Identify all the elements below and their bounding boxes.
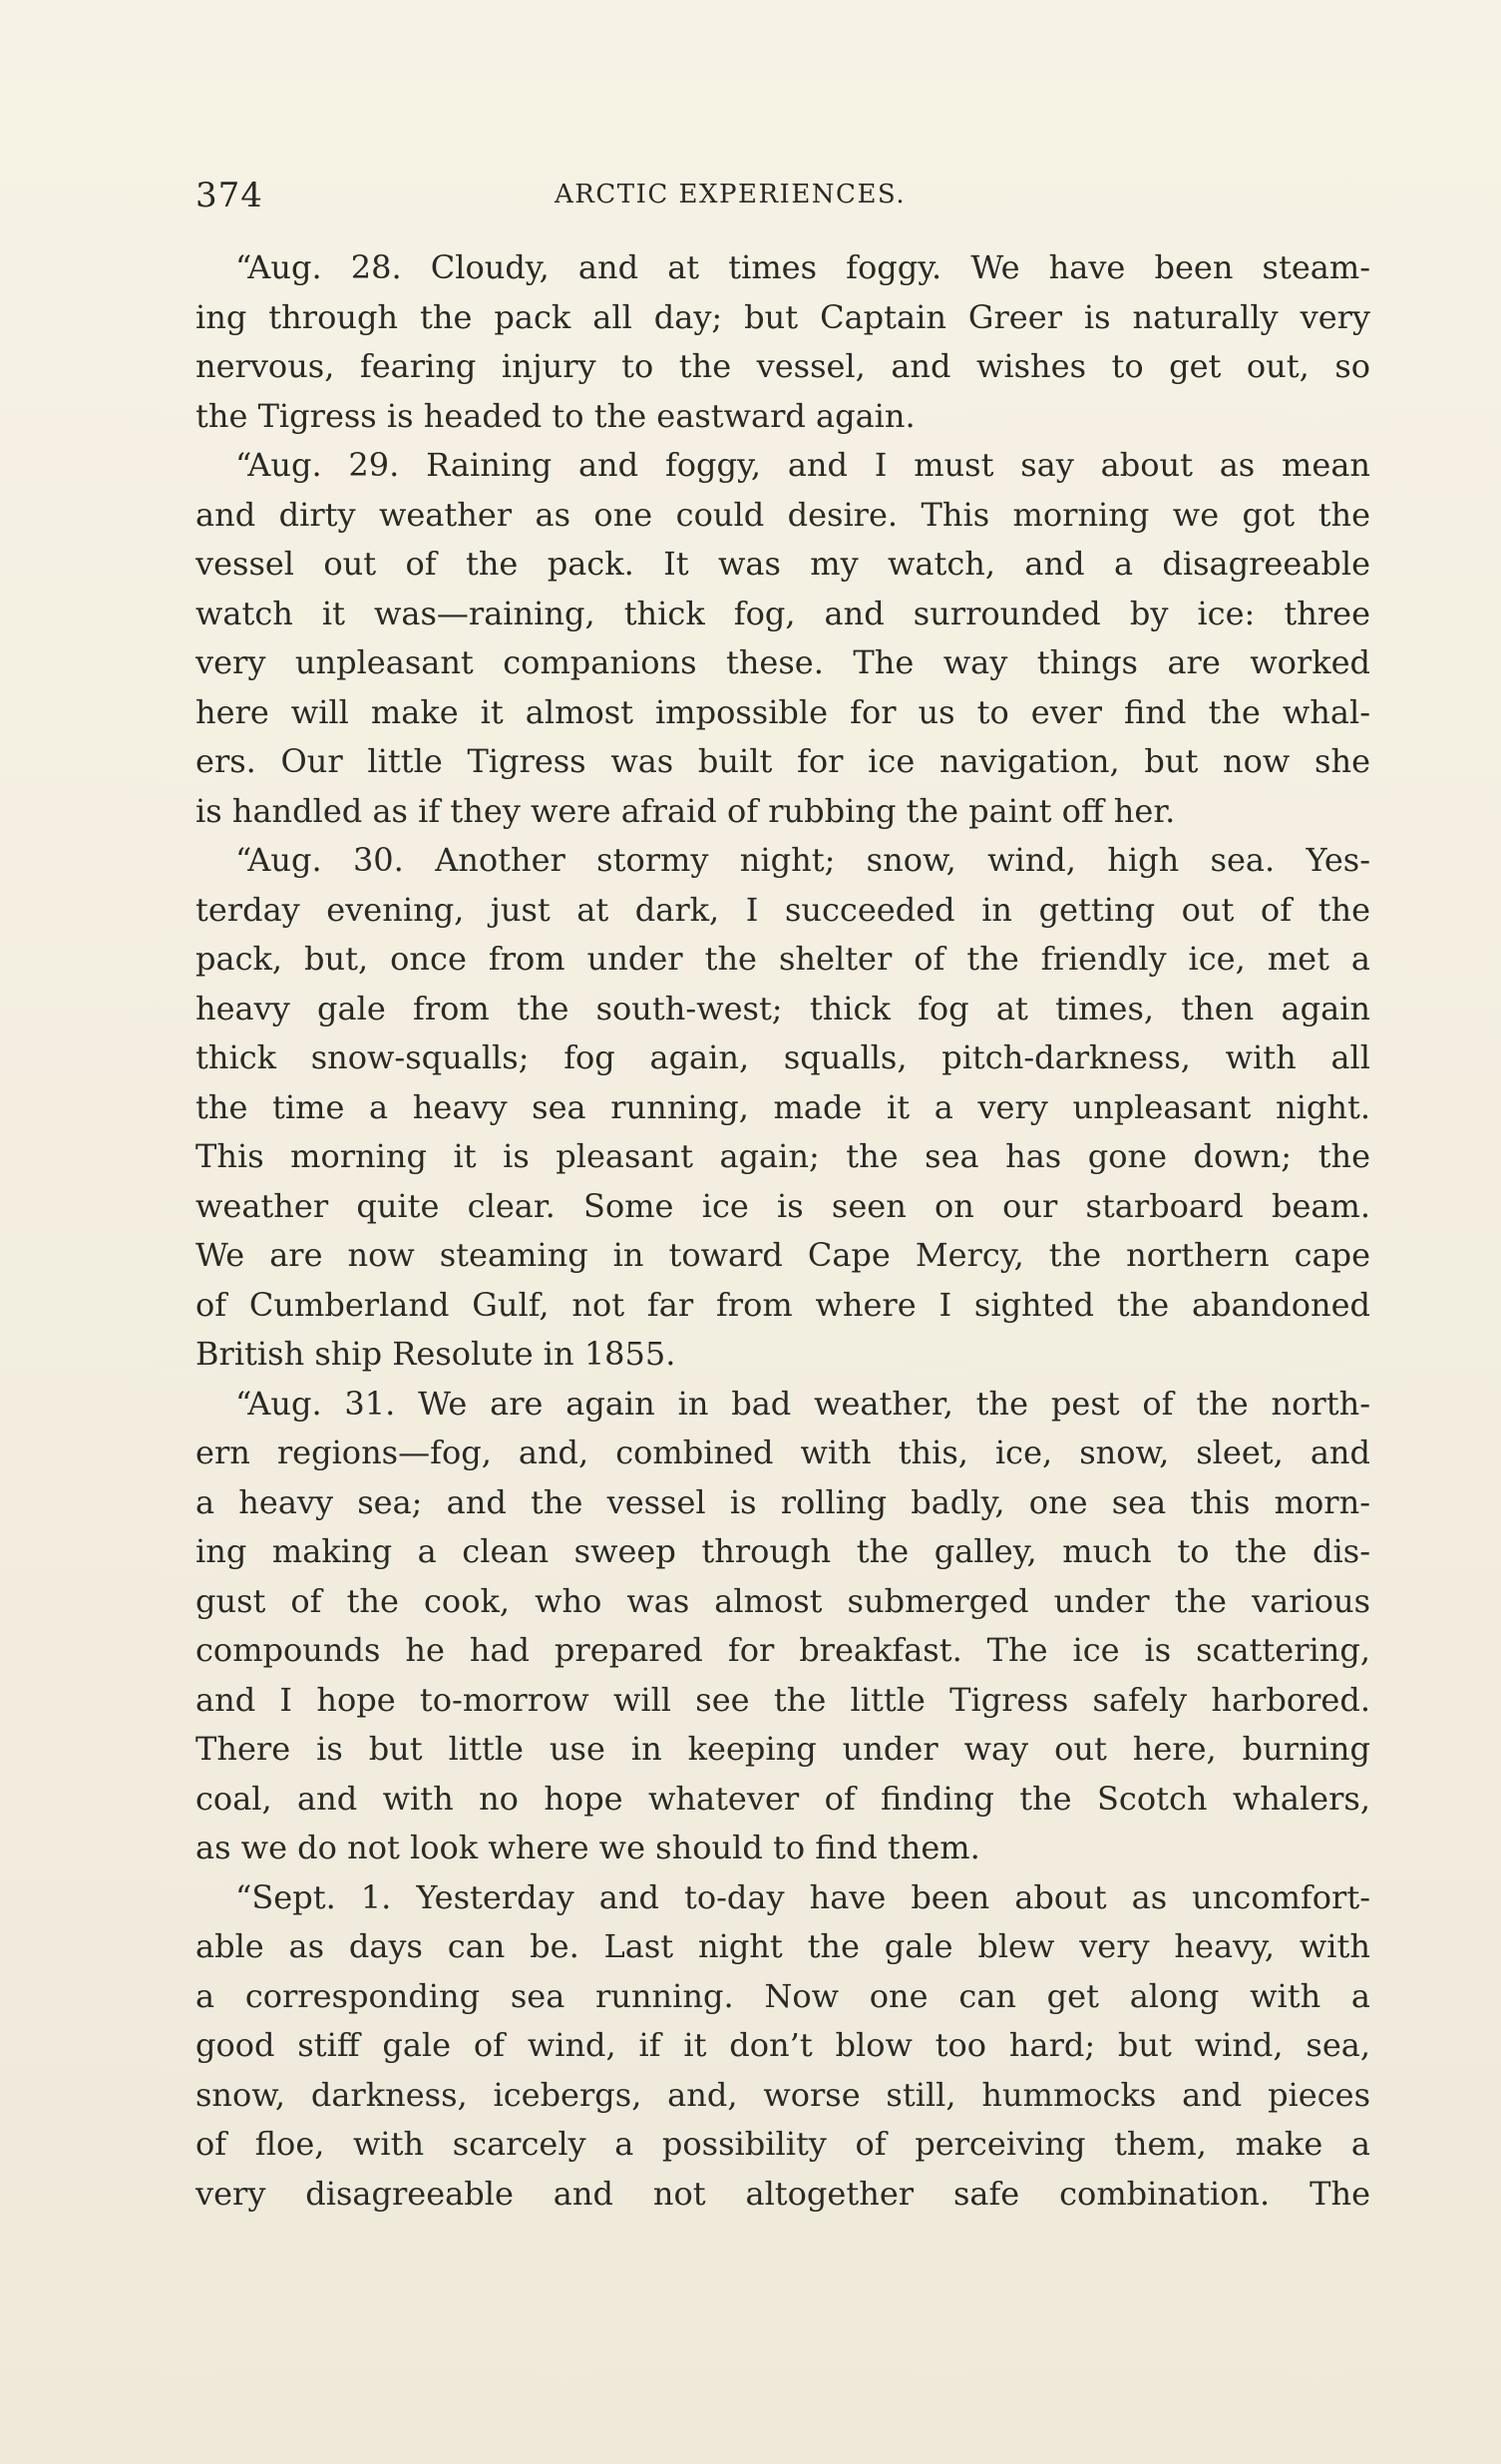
text-line: here will make it almost impossible for us to ever find the whal- bbox=[195, 692, 1370, 731]
text-line: pack, but, once from under the shelter of the friendly ice, met a bbox=[195, 940, 1370, 978]
text-line: the time a heavy sea running, made it a very unpleasant night. bbox=[195, 1087, 1370, 1126]
text-line: good stiff gale of wind, if it don’t blow too hard; but wind, sea, bbox=[195, 2026, 1370, 2064]
text-line: There is but little use in keeping under way out here, burning bbox=[195, 1730, 1370, 1768]
text-line: “Sept. 1. Yesterday and to-day have been about as uncomfort- bbox=[235, 1877, 1370, 1916]
text-line: very disagreeable and not altogether safe combination. The bbox=[195, 2174, 1370, 2213]
text-line: very unpleasant companions these. The way things are worked bbox=[195, 643, 1370, 681]
text-line: gust of the cook, who was almost submerged under the various bbox=[195, 1581, 1370, 1620]
text-line: coal, and with no hope whatever of finding the Scotch whalers, bbox=[195, 1779, 1370, 1818]
journal-text bbox=[195, 243, 1370, 2219]
text-line: able as days can be. Last night the gale blew very heavy, with bbox=[195, 1927, 1370, 1965]
text-line: thick snow-squalls; fog again, squalls, pitch-darkness, with all bbox=[195, 1038, 1370, 1076]
text-line: “Aug. 31. We are again in bad weather, the pest of the north- bbox=[235, 1384, 1370, 1423]
text-line: snow, darkness, icebergs, and, worse still, hummocks and pieces bbox=[195, 2075, 1370, 2114]
text-line: “Aug. 30. Another stormy night; snow, wind, high sea. Yes- bbox=[235, 841, 1370, 879]
text-line: This morning it is pleasant again; the sea has gone down; the bbox=[195, 1137, 1370, 1175]
text-line: a corresponding sea running. Now one can get along with a bbox=[195, 1976, 1370, 2015]
text-line: terday evening, just at dark, I succeeded in getting out of the bbox=[195, 890, 1370, 929]
text-line: watch it was—raining, thick fog, and surrounded by ice: three bbox=[195, 594, 1370, 632]
page-number: 374 bbox=[195, 176, 263, 215]
text-line: ern regions—fog, and, combined with this, ice, snow, sleet, and bbox=[195, 1434, 1370, 1471]
text-line: and dirty weather as one could desire. This morning we got the bbox=[195, 495, 1370, 534]
text-line: and I hope to-morrow will see the little Tigress safely harbored. bbox=[195, 1680, 1370, 1719]
text-line: of Cumberland Gulf, not far from where I sighted the abandoned bbox=[195, 1285, 1370, 1324]
text-line: ing through the pack all day; but Captain Greer is naturally very bbox=[195, 297, 1370, 336]
text-line: ers. Our little Tigress was built for ice navigation, but now she bbox=[195, 742, 1370, 780]
text-line: vessel out of the pack. It was my watch, and a disagreeable bbox=[195, 545, 1370, 583]
text-line: nervous, fearing injury to the vessel, and wishes to get out, so bbox=[195, 347, 1370, 385]
text-line: is handled as if they were afraid of rubbing the paint off her. bbox=[195, 791, 1176, 830]
text-line: We are now steaming in toward Cape Mercy, the northern cape bbox=[195, 1236, 1370, 1274]
text-line: British ship Resolute in 1855. bbox=[195, 1335, 676, 1373]
text-line: a heavy sea; and the vessel is rolling badly, one sea this morn- bbox=[195, 1482, 1370, 1521]
running-head bbox=[195, 176, 1370, 221]
text-line: ing making a clean sweep through the galley, much to the dis- bbox=[195, 1532, 1370, 1570]
text-line: heavy gale from the south-west; thick fog at times, then again bbox=[195, 989, 1370, 1027]
running-title: ARCTIC EXPERIENCES. bbox=[555, 180, 907, 209]
text-line: “Aug. 29. Raining and foggy, and I must say about as mean bbox=[235, 446, 1370, 484]
text-line: compounds he had prepared for breakfast. The ice is scattering, bbox=[195, 1631, 1370, 1669]
text-line: “Aug. 28. Cloudy, and at times foggy. We have been steam- bbox=[235, 248, 1370, 286]
text-line: as we do not look where we should to find them. bbox=[195, 1829, 980, 1866]
text-line: of floe, with scarcely a possibility of perceiving them, make a bbox=[195, 2125, 1370, 2163]
text-line: the Tigress is headed to the eastward again. bbox=[195, 396, 916, 435]
text-line: weather quite clear. Some ice is seen on our starboard beam. bbox=[195, 1186, 1370, 1225]
